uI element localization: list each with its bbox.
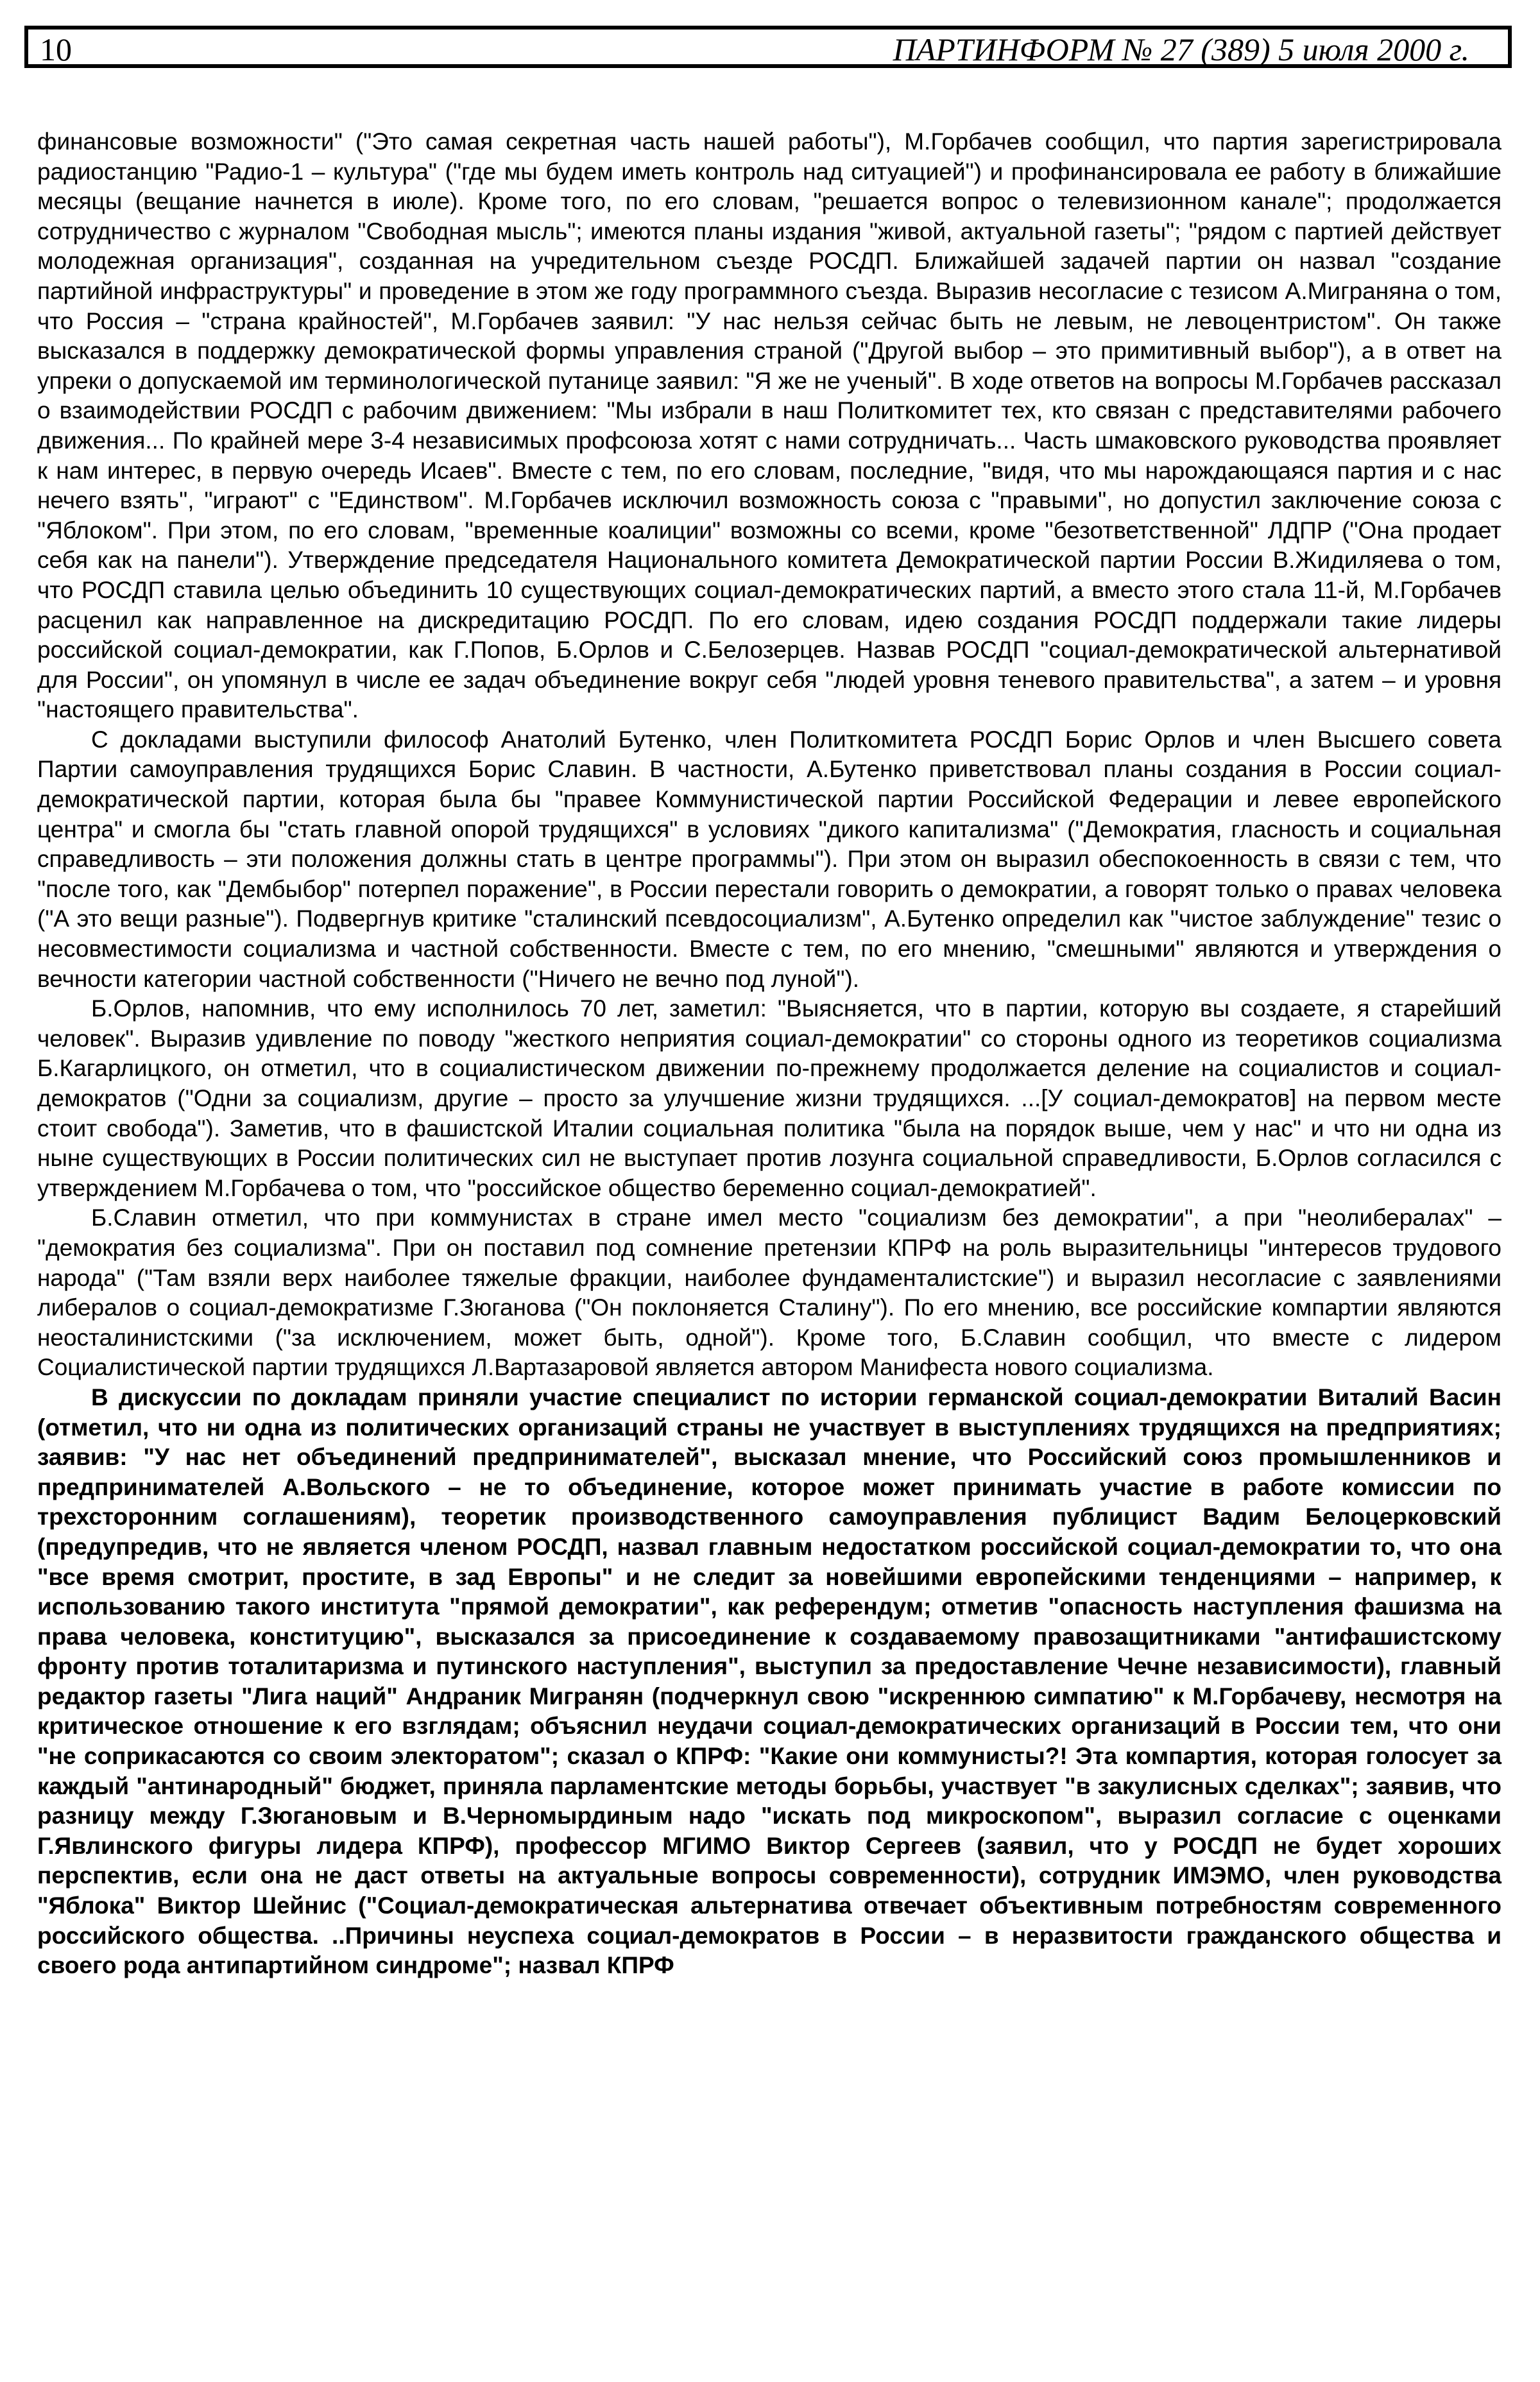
page-number: 10 — [40, 31, 72, 67]
paragraph-discussion: В дискуссии по докладам приняли участие специалист по истории германской социал-демократии Виталий Васин (отметил, что ни одна из политических организаций страны не участвует в выступлениях трудящихся на предприятиях; заявив: "У нас нет объединений предпринимателей", высказал мнение, что Российский союз промышленников и предпринимателей А.Вольского – не то объединение, которое может принимать участие в работе комиссии по трехсторонним соглашениям), теоретик производственного самоуправления публицист Вадим Белоцерковский (предупредив, что не является членом РОСДП, назвал главным недостатком российской социал-демократии то, что она "все время смотрит, простите, в зад Европы" и не следит за новейшими европейскими тенденциями – например, к использованию такого института "прямой демократии", как референдум; отметив "опасность наступления фашизма на права человека, конституцию", высказался за присоединение к создаваемому правозащитниками "антифашистскому фронту против тоталитаризма и путинского наступления", выступил за предоставление Чечне независимости), главный редактор газеты "Лига наций" Андраник Мигранян (подчеркнул свою "искреннюю симпатию" к М.Горбачеву, несмотря на критическое отношение к его взглядам; объяснил неудачи социал-демократических организаций в России тем, что они "не соприкасаются со своим электоратом"; сказал о КПРФ: "Какие они коммунисты?! Эта компартия, которая голосует за каждый "антинародный" бюджет, приняла парламентские методы борьбы, участвует "в закулисных сделках"; заявив, что разницу между Г.Зюгановым и В.Черномырдиным надо "искать под микроскопом", выразил согласие с оценками Г.Явлинского фигуры лидера КПРФ), профессор МГИМО Виктор Сергеев (заявил, что у РОСДП не будет хороших перспектив, если она не даст ответы на актуальные вопросы современности), сотрудник ИМЭМО, член руководства "Яблока" Виктор Шейнис ("Социал-демократическая альтернатива отвечает объективным потребностям современного российского общества. ..Причины неуспеха социал-демократов в России – в неразвитости гражданского общества и своего рода антипартийном синдроме"; назвал КПРФ — [37, 1384, 1502, 1979]
paragraph-orlov: Б.Орлов, напомнив, что ему исполнилось 70 лет, заметил: "Выясняется, что в партии, которую вы создаете, я старейший человек". Выразив удивление по поводу "жесткого неприятия социал-демократии" со стороны одного из теоретиков социализма Б.Кагарлицкого, он отметил, что в социалистическом движении по-прежнему продолжается деление на социалистов и социал-демократов ("Одни за социализм, другие – просто за улучшение жизни трудящихся. ...[У социал-демократов] на первом месте стоит свобода"). Заметив, что в фашистской Италии социальная политика "была на порядок выше, чем у нас" и что ни одна из ныне существующих в России политических сил не выступает против лозунга социальной справедливости, Б.Орлов согласился с утверждением М.Горбачева о том, что "российское общество беременно социал-демократией". — [37, 995, 1502, 1201]
paragraph-slavin: Б.Славин отметил, что при коммунистах в стране имел место "социализм без демократии", а при "неолибералах" – "демократия без социализма". При он поставил под сомнение претензии КПРФ на роль выразительницы "интересов трудового народа" ("Там взяли верх наиболее тяжелые фракции, наиболее фундаменталистские") и выразил несогласие с заявлениями либералов о социал-демократизме Г.Зюганова ("Он поклоняется Сталину"). По его мнению, все российские компартии являются неосталинистскими ("за исключением, может быть, одной"). Кроме того, Б.Славин сообщил, что вместе с лидером Социалистической партии трудящихся Л.Вартазаровой является автором Манифеста нового социализма. — [37, 1204, 1502, 1381]
paragraph-reports-butenko: С докладами выступили философ Анатолий Бутенко, член Политкомитета РОСДП Борис Орлов и член Высшего совета Партии самоуправления трудящихся Борис Славин. В частности, А.Бутенко приветствовал планы создания в России социал-демократической партии, которая была бы "правее Коммунистической партии Российской Федерации и левее европейского центра" и смогла бы "стать главной опорой трудящихся" в условиях "дикого капитализма" ("Демократия, гласность и социальная справедливость – эти положения должны стать в центре программы"). При этом он выразил обеспокоенность в связи с тем, что "после того, как "Дембыбор" потерпел поражение", в России перестали говорить о демократии, а говорят только о правах человека ("А это вещи разные"). Подвергнув критике "сталинский псевдосоциализм", А.Бутенко определил как "чистое заблуждение" тезис о несовместимости социализма и частной собственности. Вместе с тем, по его мнению, "смешными" являются и утверждения о вечности категории частной собственности ("Ничего не вечно под луной"). — [37, 726, 1502, 992]
article-body — [37, 127, 1502, 1981]
page-header — [24, 26, 1512, 68]
paragraph-gorbachev-finances: финансовые возможности" ("Это самая секретная часть нашей работы"), М.Горбачев сообщил, что партия зарегистрировала радиостанцию "Радио-1 – культура" ("где мы будем иметь контроль над ситуацией") и профинансировала ее работу в ближайшие месяцы (вещание начнется в июле). Кроме того, по его словам, "решается вопрос о телевизионном канале"; продолжается сотрудничество с журналом "Свободная мысль"; имеются планы издания "живой, актуальной газеты"; "рядом с партией действует молодежная организация", созданная на учредительном съезде РОСДП. Ближайшей задачей партии он назвал "создание партийной инфраструктуры" и проведение в этом же году программного съезда. Выразив несогласие с тезисом А.Миграняна о том, что Россия – "страна крайностей", М.Горбачев заявил: "У нас нельзя сейчас быть не левым, не левоцентристом". Он также высказался в поддержку демократической формы управления страной ("Другой выбор – это примитивный выбор"), а в ответ на упреки о допускаемой им терминологической путанице заявил: "Я же не ученый". В ходе ответов на вопросы М.Горбачев рассказал о взаимодействии РОСДП с рабочим движением: "Мы избрали в наш Политкомитет тех, кто связан с представителями рабочего движения... По крайней мере 3-4 независимых профсоюза хотят с нами сотрудничать... Часть шмаковского руководства проявляет к нам интерес, в первую очередь Исаев". Вместе с тем, по его словам, последние, "видя, что мы нарождающаяся партия и с нас нечего взять", "играют" с "Единством". М.Горбачев исключил возможность союза с "правыми", но допустил заключение союза с "Яблоком". При этом, по его словам, "временные коалиции" возможны со всеми, кроме "безответственной" ЛДПР ("Она продает себя как на панели"). Утверждение председателя Национального комитета Демократической партии России В.Жидиляева о том, что РОСДП ставила целью объединить 10 существующих социал-демократических партий, а вместо этого стала 11-й, М.Горбачев расценил как направленное на дискредитацию РОСДП. По его словам, идею создания РОСДП поддержали такие лидеры российской социал-демократии, как Г.Попов, Б.Орлов и С.Белозерцев. Назвав РОСДП "социал-демократической альтернативой для России", он упомянул в числе ее задач объединение вокруг себя "людей уровня теневого правительства", а затем – и уровня "настоящего правительства". — [37, 128, 1502, 723]
publication-title: ПАРТИНФОРМ № 27 (389) 5 июля 2000 г. — [893, 31, 1469, 67]
